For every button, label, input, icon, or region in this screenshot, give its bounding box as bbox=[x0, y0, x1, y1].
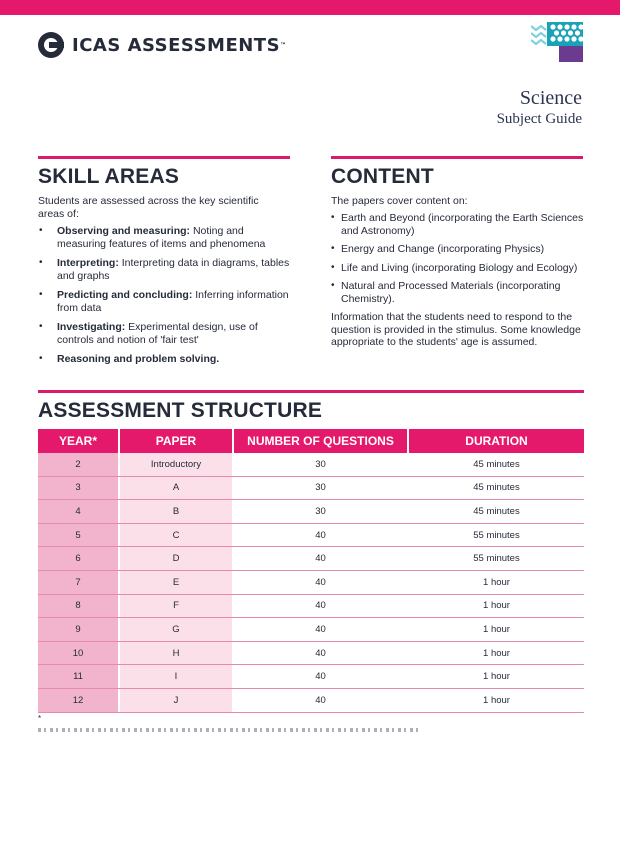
duration-cell: 45 minutes bbox=[409, 477, 584, 500]
skill-item bbox=[38, 321, 293, 346]
table-row bbox=[38, 453, 584, 477]
paper-cell: I bbox=[120, 665, 234, 688]
table-row bbox=[38, 571, 584, 595]
year-cell: 10 bbox=[38, 642, 120, 665]
year-cell: 7 bbox=[38, 571, 120, 594]
table-row bbox=[38, 618, 584, 642]
table-header-row bbox=[38, 429, 584, 453]
table-body bbox=[38, 453, 584, 713]
skill-item bbox=[38, 353, 293, 366]
paper-cell: B bbox=[120, 500, 234, 523]
paper-cell: D bbox=[120, 547, 234, 570]
table-row bbox=[38, 524, 584, 548]
paper-cell: J bbox=[120, 689, 234, 712]
duration-cell: 1 hour bbox=[409, 665, 584, 688]
content-item: • Natural and Processed Materials (incorporating Chemistry). bbox=[331, 280, 586, 305]
year-cell: 9 bbox=[38, 618, 120, 641]
duration-cell: 1 hour bbox=[409, 571, 584, 594]
skill-text: Interpreting data in diagrams, tables and graphs bbox=[57, 257, 290, 282]
skill-areas-intro: Students are assessed across the key scientific areas of: bbox=[38, 195, 259, 220]
column-header: YEAR* bbox=[38, 429, 120, 453]
icas-logo-icon bbox=[38, 32, 64, 58]
table-row bbox=[38, 500, 584, 524]
content-rule bbox=[331, 156, 583, 159]
skill-term: Reasoning and problem solving. bbox=[57, 353, 220, 365]
duration-cell: 1 hour bbox=[409, 642, 584, 665]
skill-term: Observing and measuring: bbox=[57, 225, 191, 237]
questions-cell: 40 bbox=[234, 642, 409, 665]
year-cell: 12 bbox=[38, 689, 120, 712]
year-cell: 8 bbox=[38, 595, 120, 618]
duration-cell: 1 hour bbox=[409, 618, 584, 641]
brand-pattern-graphic bbox=[531, 22, 583, 62]
paper-cell: G bbox=[120, 618, 234, 641]
assessment-heading: ASSESSMENT STRUCTURE bbox=[38, 399, 323, 422]
year-cell: 3 bbox=[38, 477, 120, 500]
skill-term: Predicting and concluding: bbox=[57, 289, 193, 301]
questions-cell: 30 bbox=[234, 500, 409, 523]
icas-logo bbox=[38, 32, 286, 58]
content-note: Information that the students need to respond to the question is provided in the stimulus. Some knowledge appropriate to the students' age is assumed. bbox=[331, 311, 581, 348]
content-item: • Energy and Change (incorporating Physics) bbox=[331, 243, 586, 256]
duration-cell: 55 minutes bbox=[409, 524, 584, 547]
questions-cell: 30 bbox=[234, 477, 409, 500]
questions-cell: 40 bbox=[234, 595, 409, 618]
paper-cell: A bbox=[120, 477, 234, 500]
questions-cell: 40 bbox=[234, 689, 409, 712]
skill-term: Interpreting: bbox=[57, 257, 119, 269]
assessment-rule bbox=[38, 390, 584, 393]
content-list bbox=[331, 212, 586, 311]
paper-cell: C bbox=[120, 524, 234, 547]
year-cell: 4 bbox=[38, 500, 120, 523]
year-cell: 6 bbox=[38, 547, 120, 570]
skill-item bbox=[38, 289, 293, 314]
content-item: • Life and Living (incorporating Biology and Ecology) bbox=[331, 262, 586, 275]
skill-term: Investigating: bbox=[57, 321, 126, 333]
content-intro: The papers cover content on: bbox=[331, 195, 468, 207]
questions-cell: 40 bbox=[234, 618, 409, 641]
questions-cell: 40 bbox=[234, 665, 409, 688]
paper-cell: Introductory bbox=[120, 453, 234, 476]
footnote-text-cropped bbox=[38, 728, 418, 732]
column-header: DURATION bbox=[409, 429, 584, 453]
logo-trademark: ™ bbox=[280, 41, 287, 49]
questions-cell: 40 bbox=[234, 524, 409, 547]
skill-areas-heading: SKILL AREAS bbox=[38, 165, 180, 188]
column-header: NUMBER OF QUESTIONS bbox=[234, 429, 409, 453]
paper-cell: E bbox=[120, 571, 234, 594]
paper-cell: F bbox=[120, 595, 234, 618]
year-cell: 11 bbox=[38, 665, 120, 688]
questions-cell: 40 bbox=[234, 571, 409, 594]
footnote-marker: * bbox=[38, 714, 42, 723]
subject-title: Science bbox=[519, 87, 582, 109]
duration-cell: 55 minutes bbox=[409, 547, 584, 570]
content-heading: CONTENT bbox=[331, 165, 434, 188]
skill-areas-list bbox=[38, 225, 293, 373]
subject-subtitle: Subject Guide bbox=[496, 111, 582, 127]
year-cell: 2 bbox=[38, 453, 120, 476]
duration-cell: 1 hour bbox=[409, 689, 584, 712]
assessment-table bbox=[38, 429, 584, 713]
table-row bbox=[38, 595, 584, 619]
table-row bbox=[38, 547, 584, 571]
year-cell: 5 bbox=[38, 524, 120, 547]
table-row bbox=[38, 689, 584, 713]
questions-cell: 30 bbox=[234, 453, 409, 476]
skill-text: Experimental design, use of controls and notion of 'fair test' bbox=[57, 321, 258, 346]
duration-cell: 45 minutes bbox=[409, 453, 584, 476]
paper-cell: H bbox=[120, 642, 234, 665]
table-row bbox=[38, 642, 584, 666]
content-item: • Earth and Beyond (incorporating the Earth Sciences and Astronomy) bbox=[331, 212, 586, 237]
table-row bbox=[38, 477, 584, 501]
skill-areas-rule bbox=[38, 156, 290, 159]
table-row bbox=[38, 665, 584, 689]
logo-text: ICAS ASSESSMENTS bbox=[72, 34, 281, 56]
questions-cell: 40 bbox=[234, 547, 409, 570]
duration-cell: 1 hour bbox=[409, 595, 584, 618]
skill-item bbox=[38, 225, 293, 250]
skill-text: Inferring information from data bbox=[57, 289, 289, 314]
top-accent-bar bbox=[0, 0, 620, 15]
skill-item bbox=[38, 257, 293, 282]
duration-cell: 45 minutes bbox=[409, 500, 584, 523]
skill-text: Noting and measuring features of items and phenomena bbox=[57, 225, 266, 250]
column-header: PAPER bbox=[120, 429, 234, 453]
